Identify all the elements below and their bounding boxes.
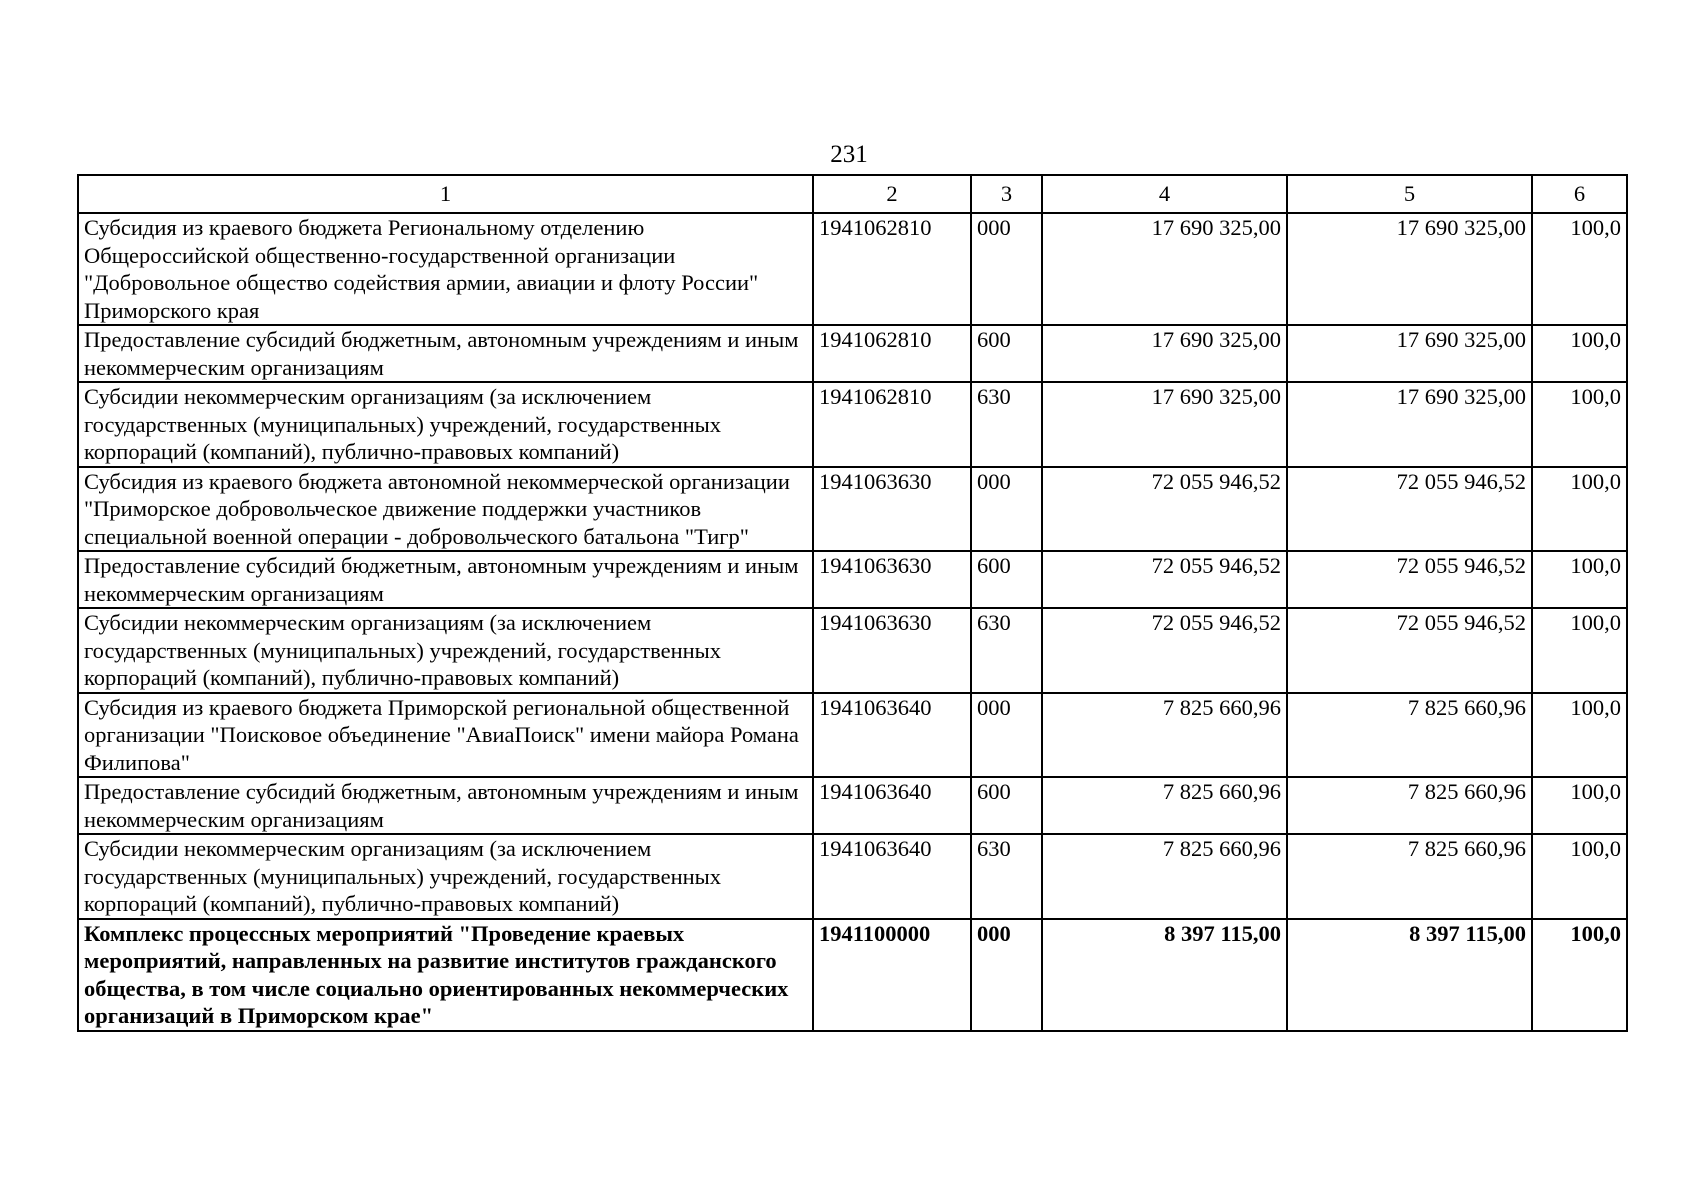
row-plan: 72 055 946,52 <box>1042 467 1287 552</box>
row-percent: 100,0 <box>1532 551 1627 608</box>
row-percent: 100,0 <box>1532 608 1627 693</box>
row-name: Предоставление субсидий бюджетным, автономным учреждениям и иным некоммерческим организациям <box>78 325 813 382</box>
row-fact: 72 055 946,52 <box>1287 467 1532 552</box>
row-kind: 600 <box>971 777 1042 834</box>
page-number: 231 <box>830 141 868 168</box>
table-row <box>78 382 1627 467</box>
row-plan: 72 055 946,52 <box>1042 608 1287 693</box>
row-name: Комплекс процессных мероприятий "Проведение краевых мероприятий, направленных на развитие институтов гражданского общества, в том числе социально ориентированных некоммерческих организаций в Приморском крае" <box>78 919 813 1031</box>
row-name: Предоставление субсидий бюджетным, автономным учреждениям и иным некоммерческим организациям <box>78 551 813 608</box>
table-row <box>78 693 1627 778</box>
column-header-5: 5 <box>1287 175 1532 213</box>
column-header-1: 1 <box>78 175 813 213</box>
row-fact: 72 055 946,52 <box>1287 608 1532 693</box>
row-name: Субсидии некоммерческим организациям (за исключением государственных (муниципальных) учреждений, государственных корпораций (компаний), публично-правовых компаний) <box>78 608 813 693</box>
row-code: 1941063630 <box>813 608 971 693</box>
row-name: Субсидии некоммерческим организациям (за исключением государственных (муниципальных) учреждений, государственных корпораций (компаний), публично-правовых компаний) <box>78 834 813 919</box>
row-kind: 600 <box>971 325 1042 382</box>
row-percent: 100,0 <box>1532 213 1627 325</box>
row-code: 1941062810 <box>813 325 971 382</box>
row-percent: 100,0 <box>1532 693 1627 778</box>
row-fact: 8 397 115,00 <box>1287 919 1532 1031</box>
row-percent: 100,0 <box>1532 325 1627 382</box>
row-name: Предоставление субсидий бюджетным, автономным учреждениям и иным некоммерческим организациям <box>78 777 813 834</box>
row-percent: 100,0 <box>1532 919 1627 1031</box>
row-name: Субсидия из краевого бюджета Приморской региональной общественной организации "Поисковое объединение "АвиаПоиск" имени майора Романа Филипова" <box>78 693 813 778</box>
row-fact: 17 690 325,00 <box>1287 382 1532 467</box>
row-kind: 000 <box>971 919 1042 1031</box>
row-kind: 000 <box>971 693 1042 778</box>
table-row <box>78 467 1627 552</box>
row-fact: 17 690 325,00 <box>1287 325 1532 382</box>
row-name: Субсидия из краевого бюджета Региональному отделению Общероссийской общественно-государственной организации "Добровольное общество содействия армии, авиации и флоту России" Приморского края <box>78 213 813 325</box>
row-fact: 7 825 660,96 <box>1287 693 1532 778</box>
row-code: 1941063640 <box>813 834 971 919</box>
row-code: 1941063630 <box>813 467 971 552</box>
row-code: 1941062810 <box>813 213 971 325</box>
row-code: 1941063630 <box>813 551 971 608</box>
row-plan: 7 825 660,96 <box>1042 834 1287 919</box>
table-row <box>78 325 1627 382</box>
row-plan: 8 397 115,00 <box>1042 919 1287 1031</box>
row-kind: 000 <box>971 213 1042 325</box>
row-percent: 100,0 <box>1532 777 1627 834</box>
row-plan: 17 690 325,00 <box>1042 325 1287 382</box>
column-header-4: 4 <box>1042 175 1287 213</box>
row-code: 1941063640 <box>813 693 971 778</box>
row-fact: 7 825 660,96 <box>1287 777 1532 834</box>
table-row <box>78 777 1627 834</box>
column-header-2: 2 <box>813 175 971 213</box>
row-kind: 600 <box>971 551 1042 608</box>
table-row-total <box>78 919 1627 1031</box>
row-plan: 7 825 660,96 <box>1042 777 1287 834</box>
row-code: 1941100000 <box>813 919 971 1031</box>
row-percent: 100,0 <box>1532 467 1627 552</box>
row-kind: 000 <box>971 467 1042 552</box>
budget-table <box>77 174 1628 1032</box>
row-code: 1941062810 <box>813 382 971 467</box>
row-name: Субсидии некоммерческим организациям (за исключением государственных (муниципальных) учреждений, государственных корпораций (компаний), публично-правовых компаний) <box>78 382 813 467</box>
table-row <box>78 608 1627 693</box>
row-plan: 17 690 325,00 <box>1042 213 1287 325</box>
table-row <box>78 213 1627 325</box>
row-percent: 100,0 <box>1532 382 1627 467</box>
table-row <box>78 834 1627 919</box>
table-header-row <box>78 175 1627 213</box>
row-fact: 72 055 946,52 <box>1287 551 1532 608</box>
row-fact: 17 690 325,00 <box>1287 213 1532 325</box>
row-fact: 7 825 660,96 <box>1287 834 1532 919</box>
column-header-3: 3 <box>971 175 1042 213</box>
row-percent: 100,0 <box>1532 834 1627 919</box>
row-kind: 630 <box>971 608 1042 693</box>
row-kind: 630 <box>971 834 1042 919</box>
row-plan: 7 825 660,96 <box>1042 693 1287 778</box>
row-code: 1941063640 <box>813 777 971 834</box>
row-plan: 17 690 325,00 <box>1042 382 1287 467</box>
column-header-6: 6 <box>1532 175 1627 213</box>
table-row <box>78 551 1627 608</box>
row-name: Субсидия из краевого бюджета автономной некоммерческой организации "Приморское добровольческое движение поддержки участников специальной военной операции - добровольческого батальона "Тигр" <box>78 467 813 552</box>
row-plan: 72 055 946,52 <box>1042 551 1287 608</box>
row-kind: 630 <box>971 382 1042 467</box>
